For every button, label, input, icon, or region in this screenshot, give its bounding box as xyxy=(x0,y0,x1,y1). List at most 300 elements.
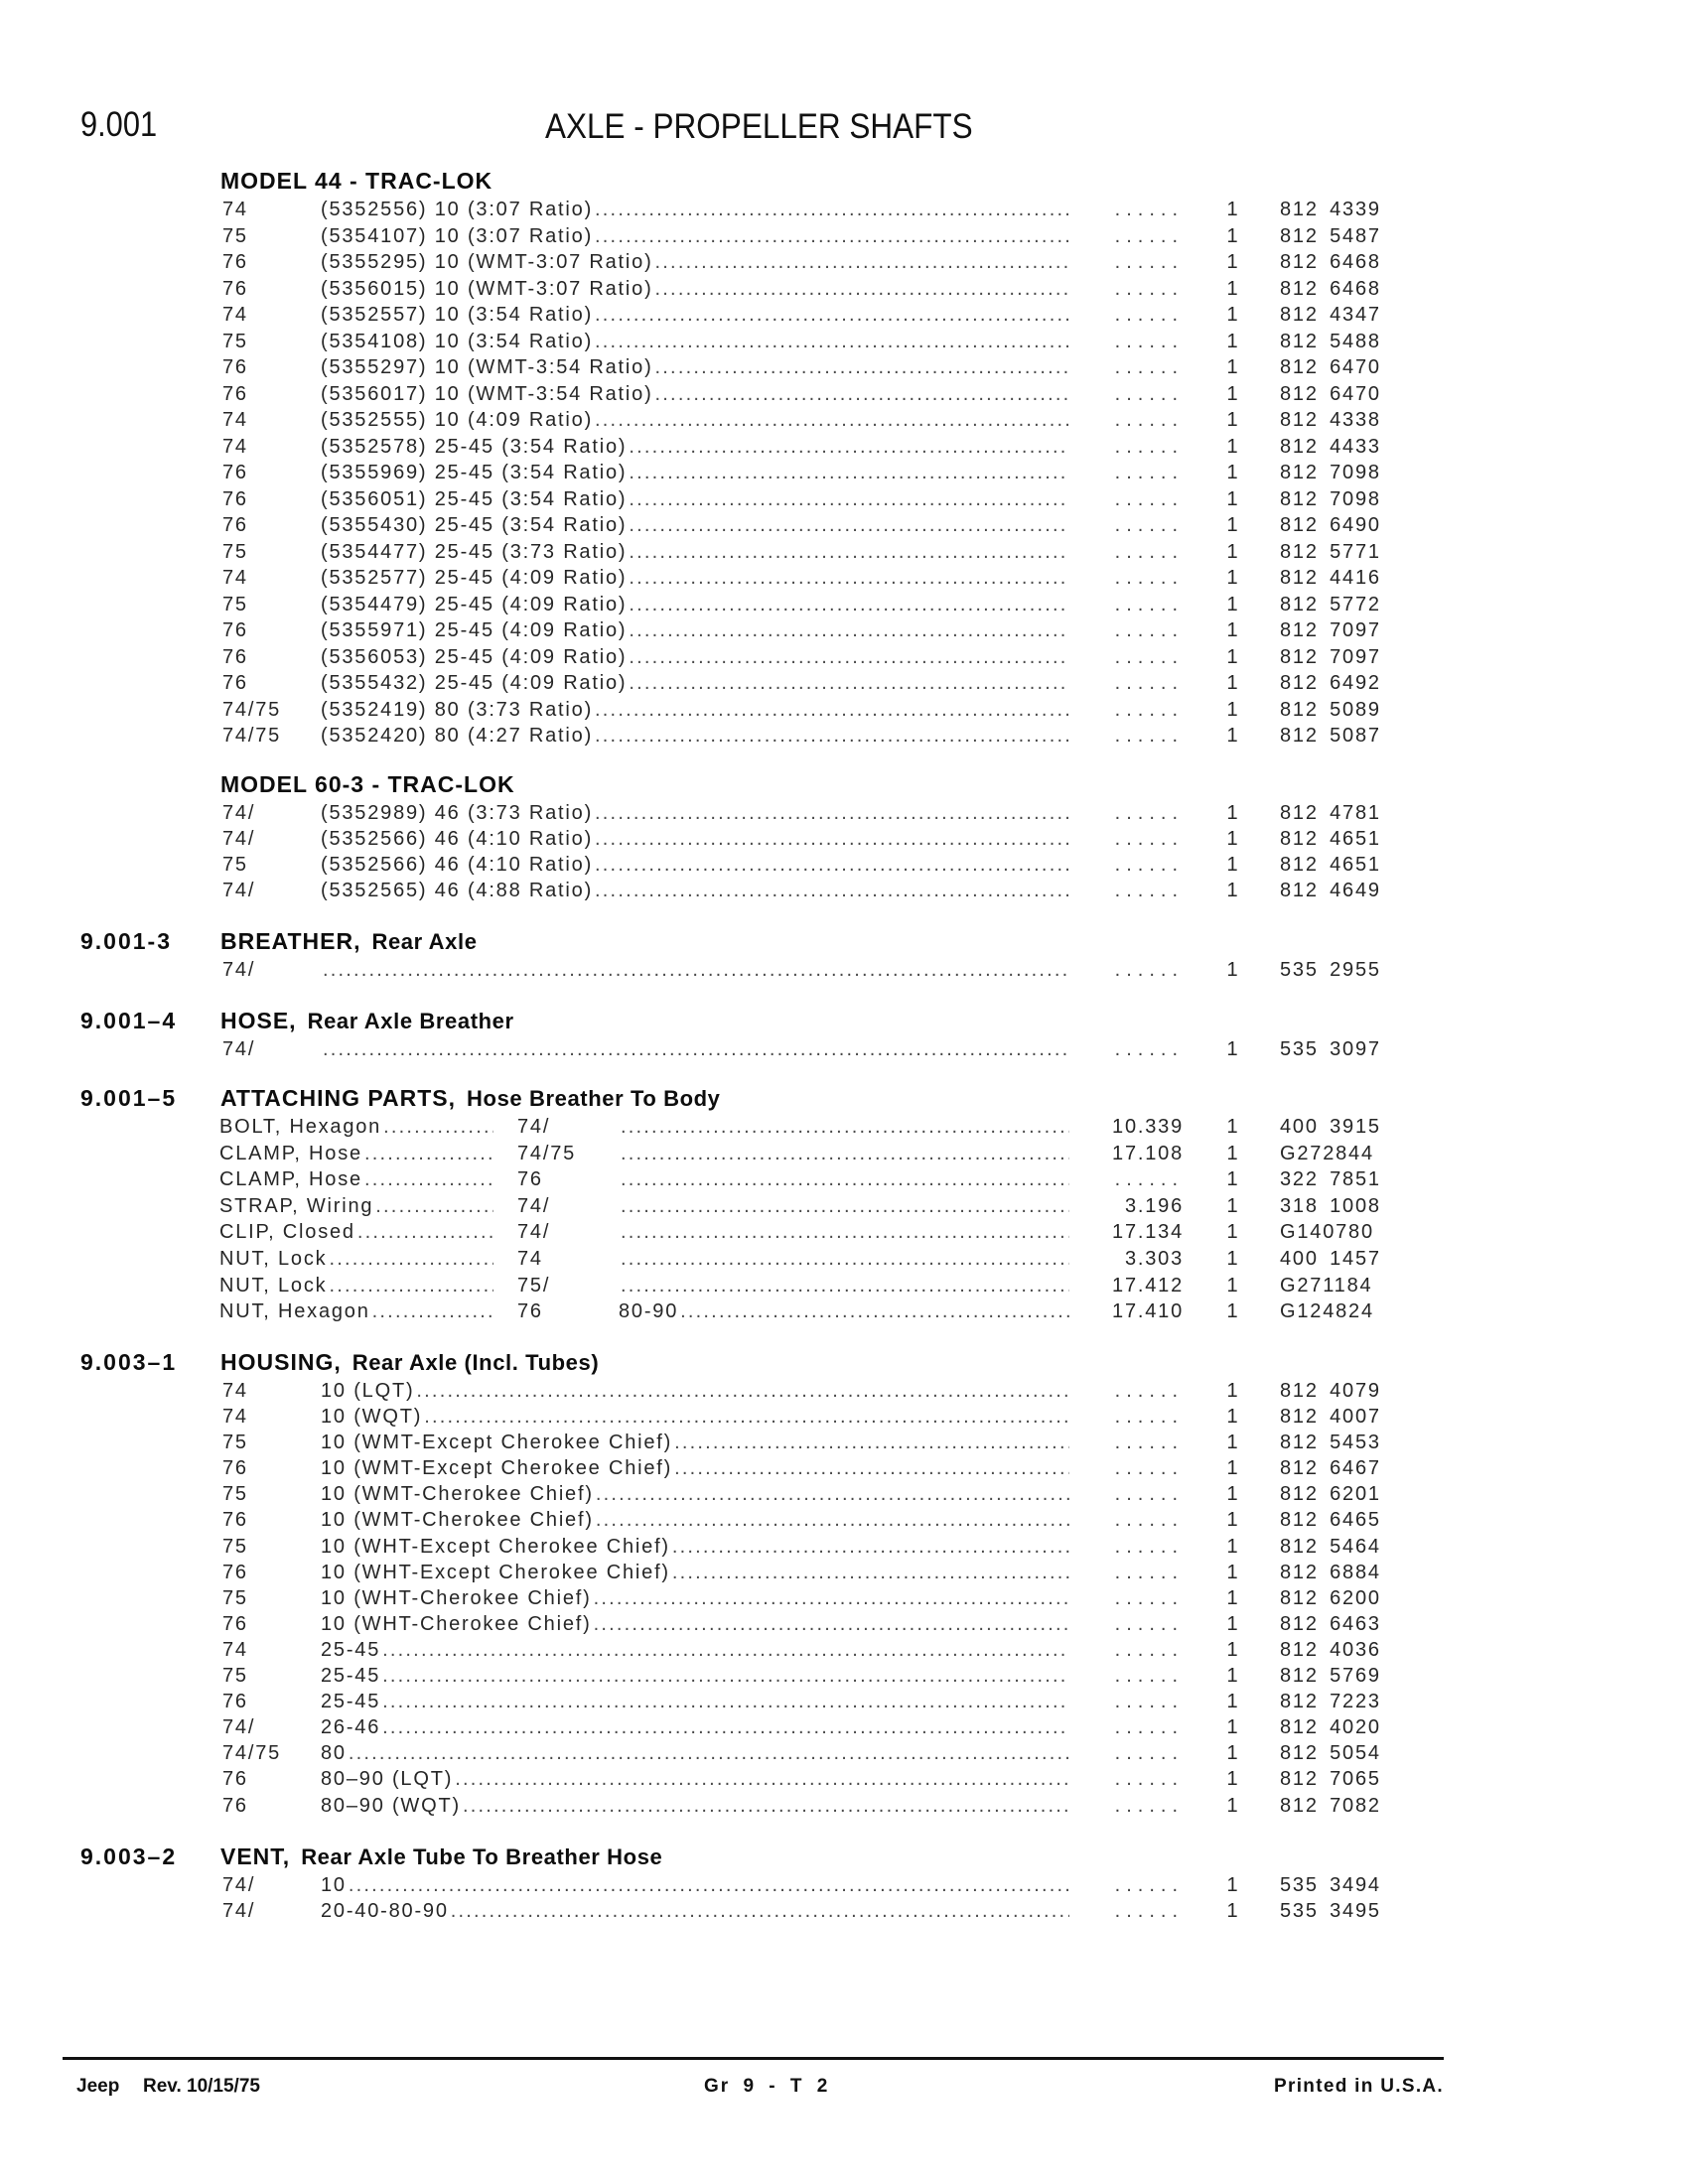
part-description: 10 (WHT-Except Cherokee Chief) xyxy=(321,1535,670,1558)
dot-leader xyxy=(678,1298,1069,1325)
part-number: 812 6490 xyxy=(1280,514,1381,536)
part-number: 400 1457 xyxy=(1280,1247,1381,1270)
description-cell xyxy=(321,407,1069,434)
section-number: 9.001–4 xyxy=(80,1008,178,1033)
part-description: 80–90 (WQT) xyxy=(321,1794,461,1817)
part-description: 80 xyxy=(321,1742,347,1765)
dot-leader xyxy=(593,878,1069,903)
item-name: CLIP, Closed xyxy=(219,1221,355,1244)
section-qualifier: Rear Axle xyxy=(371,929,478,954)
description-cell xyxy=(321,1872,1069,1898)
leader-cell xyxy=(619,1141,1069,1167)
part-description: (5354107) 10 (3:07 Ratio) xyxy=(321,224,594,247)
description-cell xyxy=(321,878,1069,903)
reference-number: ...... xyxy=(1114,1900,1184,1922)
part-row xyxy=(0,644,1688,671)
dot-leader xyxy=(593,697,1069,724)
quantity: 1 xyxy=(1226,540,1240,563)
part-row xyxy=(0,1378,1688,1404)
part-row xyxy=(0,486,1688,513)
section-number: 9.003–2 xyxy=(80,1843,178,1869)
section-attaching-parts xyxy=(0,1084,1688,1325)
description-cell xyxy=(321,223,1069,250)
part-description: (5352565) 46 (4:88 Ratio) xyxy=(321,880,594,901)
dot-leader xyxy=(373,1193,493,1220)
part-number: 812 6492 xyxy=(1280,672,1381,694)
model-year: 76 xyxy=(222,251,248,273)
part-row xyxy=(0,1560,1688,1585)
model-year: 74 xyxy=(222,435,248,458)
part-description: (5356051) 25-45 (3:54 Ratio) xyxy=(321,487,628,510)
part-description: 10 (WHT-Cherokee Chief) xyxy=(321,1612,592,1635)
dot-leader xyxy=(653,249,1069,276)
parts-list xyxy=(0,1872,1688,1924)
reference-number: 3.196 xyxy=(1124,1194,1184,1217)
model-year: 76 xyxy=(222,1561,248,1583)
reference-number: ...... xyxy=(1114,1457,1184,1480)
reference-number: ...... xyxy=(1114,409,1184,431)
description-cell xyxy=(321,539,1069,566)
part-description: 10 (WMT-Cherokee Chief) xyxy=(321,1483,594,1506)
description-cell xyxy=(321,1560,1069,1585)
item-cell xyxy=(219,1114,493,1141)
item-name: CLAMP, Hose xyxy=(219,1142,362,1164)
description-cell xyxy=(321,1793,1069,1819)
item-cell xyxy=(219,1298,493,1325)
part-row xyxy=(0,957,1688,983)
quantity: 1 xyxy=(1226,725,1240,747)
part-row xyxy=(0,1872,1688,1898)
part-description: (5356053) 25-45 (4:09 Ratio) xyxy=(321,645,628,668)
part-row xyxy=(0,1193,1688,1220)
model-year: 74 xyxy=(222,1406,248,1429)
part-row xyxy=(0,302,1688,329)
part-row xyxy=(0,249,1688,276)
quantity: 1 xyxy=(1226,567,1240,589)
dot-leader xyxy=(593,223,1069,250)
description-cell xyxy=(321,670,1069,697)
quantity: 1 xyxy=(1226,1483,1240,1506)
section-heading xyxy=(0,1007,1688,1034)
reference-number: ...... xyxy=(1114,330,1184,352)
quantity: 1 xyxy=(1226,959,1240,981)
quantity: 1 xyxy=(1226,1768,1240,1791)
part-number: 812 4079 xyxy=(1280,1380,1381,1402)
model-year: 76 xyxy=(222,672,248,694)
part-description: 10 (WHT-Except Cherokee Chief) xyxy=(321,1561,670,1583)
part-description: (5352420) 80 (4:27 Ratio) xyxy=(321,725,594,747)
part-number: 812 5771 xyxy=(1280,540,1381,563)
part-number: 812 6201 xyxy=(1280,1483,1381,1506)
part-number: 535 3495 xyxy=(1280,1900,1381,1922)
part-row xyxy=(0,826,1688,852)
section-heading xyxy=(0,1843,1688,1870)
model-year: 74 xyxy=(222,1638,248,1661)
dot-leader xyxy=(321,957,1069,983)
quantity: 1 xyxy=(1226,1586,1240,1609)
part-row xyxy=(0,1036,1688,1062)
part-description: (5354477) 25-45 (3:73 Ratio) xyxy=(321,540,628,563)
quantity: 1 xyxy=(1226,1274,1240,1297)
page-title: AXLE - PROPELLER SHAFTS xyxy=(545,107,973,146)
reference-number: ...... xyxy=(1114,1742,1184,1765)
footer-printed: Printed in U.S.A. xyxy=(1274,2076,1444,2097)
section-qualifier: Hose Breather To Body xyxy=(467,1086,721,1111)
dot-leader xyxy=(627,670,1069,697)
reference-number: 17.412 xyxy=(1112,1274,1184,1297)
part-number: 812 7098 xyxy=(1280,462,1381,483)
page-group-number: 9.001 xyxy=(80,105,158,144)
dot-leader xyxy=(619,1141,1069,1167)
leader-cell xyxy=(619,1219,1069,1246)
reference-number: ...... xyxy=(1114,277,1184,300)
quantity: 1 xyxy=(1226,251,1240,273)
dot-leader xyxy=(594,1507,1069,1533)
part-number: 812 4781 xyxy=(1280,802,1381,824)
part-number: 535 3494 xyxy=(1280,1874,1381,1896)
quantity: 1 xyxy=(1226,330,1240,352)
quantity: 1 xyxy=(1226,1716,1240,1739)
part-number: G272844 xyxy=(1280,1142,1374,1164)
dot-leader xyxy=(327,1246,493,1273)
quantity: 1 xyxy=(1226,1168,1240,1191)
part-description: 25-45 xyxy=(321,1665,381,1688)
dot-leader xyxy=(619,1219,1069,1246)
footer-rule xyxy=(63,2057,1444,2060)
part-number: 535 3097 xyxy=(1280,1038,1381,1060)
reference-number: ...... xyxy=(1114,487,1184,510)
part-description: (5352577) 25-45 (4:09 Ratio) xyxy=(321,567,628,589)
part-number: 535 2955 xyxy=(1280,959,1381,981)
section-qualifier: Rear Axle Breather xyxy=(307,1009,514,1033)
quantity: 1 xyxy=(1226,1535,1240,1558)
description-cell xyxy=(321,1663,1069,1689)
part-row xyxy=(0,539,1688,566)
model-year: 74 xyxy=(222,1380,248,1402)
reference-number: ...... xyxy=(1114,1380,1184,1402)
model-year: 76 xyxy=(222,619,248,641)
reference-number: ...... xyxy=(1114,382,1184,405)
part-row xyxy=(0,878,1688,903)
reference-number: ...... xyxy=(1114,1691,1184,1713)
section-vent xyxy=(0,1843,1688,1924)
dot-leader xyxy=(461,1793,1069,1819)
quantity: 1 xyxy=(1226,462,1240,483)
part-row xyxy=(0,697,1688,724)
reference-number: ...... xyxy=(1114,251,1184,273)
description-cell xyxy=(321,826,1069,852)
quantity: 1 xyxy=(1226,672,1240,694)
parts-list xyxy=(0,197,1688,750)
item-cell xyxy=(219,1219,493,1246)
part-number: 812 5488 xyxy=(1280,330,1381,352)
dot-leader xyxy=(347,1740,1069,1766)
quantity: 1 xyxy=(1226,304,1240,326)
description-cell xyxy=(321,1898,1069,1924)
part-number: 812 7065 xyxy=(1280,1768,1381,1791)
model-year: 74/75 xyxy=(517,1142,577,1164)
model-year: 74/75 xyxy=(222,698,282,721)
reference-number: 17.108 xyxy=(1112,1142,1184,1164)
part-row xyxy=(0,354,1688,381)
item-cell xyxy=(219,1273,493,1299)
part-row xyxy=(0,1507,1688,1533)
parts-list xyxy=(0,1036,1688,1062)
section-heading xyxy=(0,927,1688,955)
part-row xyxy=(0,723,1688,750)
model-year: 76 xyxy=(222,1691,248,1713)
part-row xyxy=(0,1534,1688,1560)
part-row xyxy=(0,460,1688,486)
description-cell xyxy=(321,1378,1069,1404)
description-cell xyxy=(321,1714,1069,1740)
part-number: G140780 xyxy=(1280,1221,1374,1244)
description-cell xyxy=(321,276,1069,303)
quantity: 1 xyxy=(1226,1900,1240,1922)
description-cell xyxy=(321,302,1069,329)
part-number: 812 7097 xyxy=(1280,619,1381,641)
part-number: 812 6470 xyxy=(1280,356,1381,378)
dot-leader xyxy=(449,1898,1069,1924)
dot-leader xyxy=(592,1585,1069,1611)
dot-leader xyxy=(593,852,1069,878)
part-row xyxy=(0,1611,1688,1637)
dot-leader xyxy=(355,1219,493,1246)
section-qualifier: Rear Axle Tube To Breather Hose xyxy=(301,1844,663,1869)
quantity: 1 xyxy=(1226,1874,1240,1896)
dot-leader xyxy=(362,1166,493,1193)
part-number: G124824 xyxy=(1280,1300,1374,1323)
dot-leader xyxy=(593,826,1069,852)
model-year: 76 xyxy=(517,1300,543,1323)
part-row xyxy=(0,1637,1688,1663)
description-cell xyxy=(321,1481,1069,1507)
leader-cell xyxy=(619,1298,1069,1325)
model-year: 76 xyxy=(222,1509,248,1532)
model-year: 76 xyxy=(222,277,248,300)
reference-number: 10.339 xyxy=(1112,1116,1184,1138)
part-row xyxy=(0,617,1688,644)
section-name: ATTACHING PARTS, xyxy=(220,1085,457,1111)
description-cell xyxy=(321,460,1069,486)
part-row xyxy=(0,197,1688,223)
quantity: 1 xyxy=(1226,1194,1240,1217)
section-number: 9.001-3 xyxy=(80,928,173,954)
quantity: 1 xyxy=(1226,1509,1240,1532)
reference-number: ...... xyxy=(1114,1768,1184,1791)
reference-number: ...... xyxy=(1114,828,1184,850)
model-year: 76 xyxy=(222,645,248,668)
description-cell xyxy=(321,1585,1069,1611)
section-housing xyxy=(0,1348,1688,1819)
section-number: 9.001–5 xyxy=(80,1085,178,1111)
section-name: HOUSING, xyxy=(220,1349,342,1375)
description-cell xyxy=(321,644,1069,671)
part-description: (5352566) 46 (4:10 Ratio) xyxy=(321,828,594,850)
description-cell xyxy=(321,1036,1069,1062)
model-year: 76 xyxy=(222,1612,248,1635)
quantity: 1 xyxy=(1226,593,1240,615)
part-number: 812 7098 xyxy=(1280,487,1381,510)
quantity: 1 xyxy=(1226,1691,1240,1713)
quantity: 1 xyxy=(1226,645,1240,668)
reference-number: ...... xyxy=(1114,854,1184,876)
dot-leader xyxy=(627,617,1069,644)
description-cell xyxy=(321,197,1069,223)
part-row xyxy=(0,1663,1688,1689)
reference-number: ...... xyxy=(1114,880,1184,901)
description-cell xyxy=(321,1430,1069,1455)
item-name: NUT, Lock xyxy=(219,1274,328,1297)
section-name: MODEL 44 - TRAC-LOK xyxy=(220,168,493,194)
section-title xyxy=(220,1084,721,1113)
dot-leader xyxy=(627,644,1069,671)
part-number: 812 5089 xyxy=(1280,698,1381,721)
part-description: (5352578) 25-45 (3:54 Ratio) xyxy=(321,435,628,458)
model-year: 75/ xyxy=(517,1274,551,1297)
model-year: 74/ xyxy=(222,959,256,981)
part-row xyxy=(0,1219,1688,1246)
dot-leader xyxy=(627,592,1069,618)
section-title xyxy=(220,167,492,195)
part-row xyxy=(0,670,1688,697)
reference-number: ...... xyxy=(1114,514,1184,536)
part-row xyxy=(0,329,1688,355)
dot-leader xyxy=(627,512,1069,539)
dot-leader xyxy=(670,1560,1069,1585)
section-heading xyxy=(0,1084,1688,1112)
model-year: 74/ xyxy=(517,1116,551,1138)
item-cell xyxy=(219,1246,493,1273)
part-row xyxy=(0,1793,1688,1819)
part-description: (5352989) 46 (3:73 Ratio) xyxy=(321,802,594,824)
reference-number: ...... xyxy=(1114,959,1184,981)
part-description: 25-45 xyxy=(321,1638,381,1661)
description-cell xyxy=(321,1766,1069,1792)
reference-number: ...... xyxy=(1114,1168,1184,1191)
item-cell xyxy=(219,1141,493,1167)
description-cell xyxy=(321,1404,1069,1430)
item-name: NUT, Hexagon xyxy=(219,1300,370,1323)
section-title xyxy=(220,1007,514,1035)
parts-list xyxy=(0,957,1688,983)
quantity: 1 xyxy=(1226,435,1240,458)
part-description: 26-46 xyxy=(321,1716,381,1739)
quantity: 1 xyxy=(1226,199,1240,220)
model-year: 76 xyxy=(222,356,248,378)
description-cell xyxy=(321,852,1069,878)
model-year: 74 xyxy=(222,199,248,220)
quantity: 1 xyxy=(1226,1665,1240,1688)
reference-number: ...... xyxy=(1114,698,1184,721)
quantity: 1 xyxy=(1226,1561,1240,1583)
quantity: 1 xyxy=(1226,1300,1240,1323)
dot-leader xyxy=(672,1430,1069,1455)
section-heading xyxy=(0,1348,1688,1376)
item-name: NUT, Lock xyxy=(219,1247,328,1270)
quantity: 1 xyxy=(1226,828,1240,850)
part-description: (5352556) 10 (3:07 Ratio) xyxy=(321,199,594,220)
section-title xyxy=(220,770,515,798)
reference-number: ...... xyxy=(1114,435,1184,458)
part-description: 10 (WHT-Cherokee Chief) xyxy=(321,1586,592,1609)
model-year: 76 xyxy=(222,1794,248,1817)
part-row xyxy=(0,276,1688,303)
dot-leader xyxy=(593,723,1069,750)
description-cell xyxy=(321,1507,1069,1533)
model-year: 75 xyxy=(222,224,248,247)
part-description: 80–90 (LQT) xyxy=(321,1768,454,1791)
dot-leader xyxy=(627,460,1069,486)
section-heading xyxy=(0,770,1688,798)
part-description: (5355969) 25-45 (3:54 Ratio) xyxy=(321,462,628,483)
dot-leader xyxy=(327,1273,493,1299)
reference-number: ...... xyxy=(1114,1665,1184,1688)
reference-number: ...... xyxy=(1114,672,1184,694)
model-year: 74 xyxy=(222,304,248,326)
part-row xyxy=(0,1898,1688,1924)
leader-cell xyxy=(619,1246,1069,1273)
quantity: 1 xyxy=(1226,1116,1240,1138)
part-description: (5355295) 10 (WMT-3:07 Ratio) xyxy=(321,251,653,273)
leader-cell xyxy=(619,1273,1069,1299)
quantity: 1 xyxy=(1226,698,1240,721)
description-cell xyxy=(321,1740,1069,1766)
reference-number: ...... xyxy=(1114,593,1184,615)
dot-leader xyxy=(619,1193,1069,1220)
reference-number: ...... xyxy=(1114,199,1184,220)
dot-leader xyxy=(362,1141,493,1167)
parts-list xyxy=(0,1378,1688,1819)
model-year: 76 xyxy=(222,514,248,536)
part-number: 812 5464 xyxy=(1280,1535,1381,1558)
parts-list xyxy=(0,1114,1688,1325)
dot-leader xyxy=(619,1166,1069,1193)
part-description: 25-45 xyxy=(321,1691,381,1713)
part-number: 812 4007 xyxy=(1280,1406,1381,1429)
reference-number: ...... xyxy=(1114,1483,1184,1506)
part-number: 812 4339 xyxy=(1280,199,1381,220)
part-row xyxy=(0,1298,1688,1325)
reference-number: ...... xyxy=(1114,1561,1184,1583)
quantity: 1 xyxy=(1226,802,1240,824)
part-row xyxy=(0,1740,1688,1766)
quantity: 1 xyxy=(1226,1038,1240,1060)
item-cell xyxy=(219,1166,493,1193)
description-cell xyxy=(321,354,1069,381)
quantity: 1 xyxy=(1226,1742,1240,1765)
part-number: 812 7082 xyxy=(1280,1794,1381,1817)
parts-list xyxy=(0,800,1688,903)
dot-leader xyxy=(422,1404,1069,1430)
model-year: 75 xyxy=(222,854,248,876)
reference-number: ...... xyxy=(1114,1638,1184,1661)
part-number: 322 7851 xyxy=(1280,1168,1381,1191)
quantity: 1 xyxy=(1226,1380,1240,1402)
part-number: 812 4036 xyxy=(1280,1638,1381,1661)
part-row xyxy=(0,1481,1688,1507)
part-number: 812 4020 xyxy=(1280,1716,1381,1739)
part-number: 812 5769 xyxy=(1280,1665,1381,1688)
part-description: 20-40-80-90 xyxy=(321,1900,449,1922)
section-model-44-trac-lok xyxy=(0,167,1688,750)
item-name: STRAP, Wiring xyxy=(219,1194,374,1217)
model-year: 74/75 xyxy=(222,725,282,747)
section-hose xyxy=(0,1007,1688,1062)
dot-leader xyxy=(627,486,1069,513)
model-year: 74 xyxy=(222,567,248,589)
dot-leader xyxy=(627,565,1069,592)
